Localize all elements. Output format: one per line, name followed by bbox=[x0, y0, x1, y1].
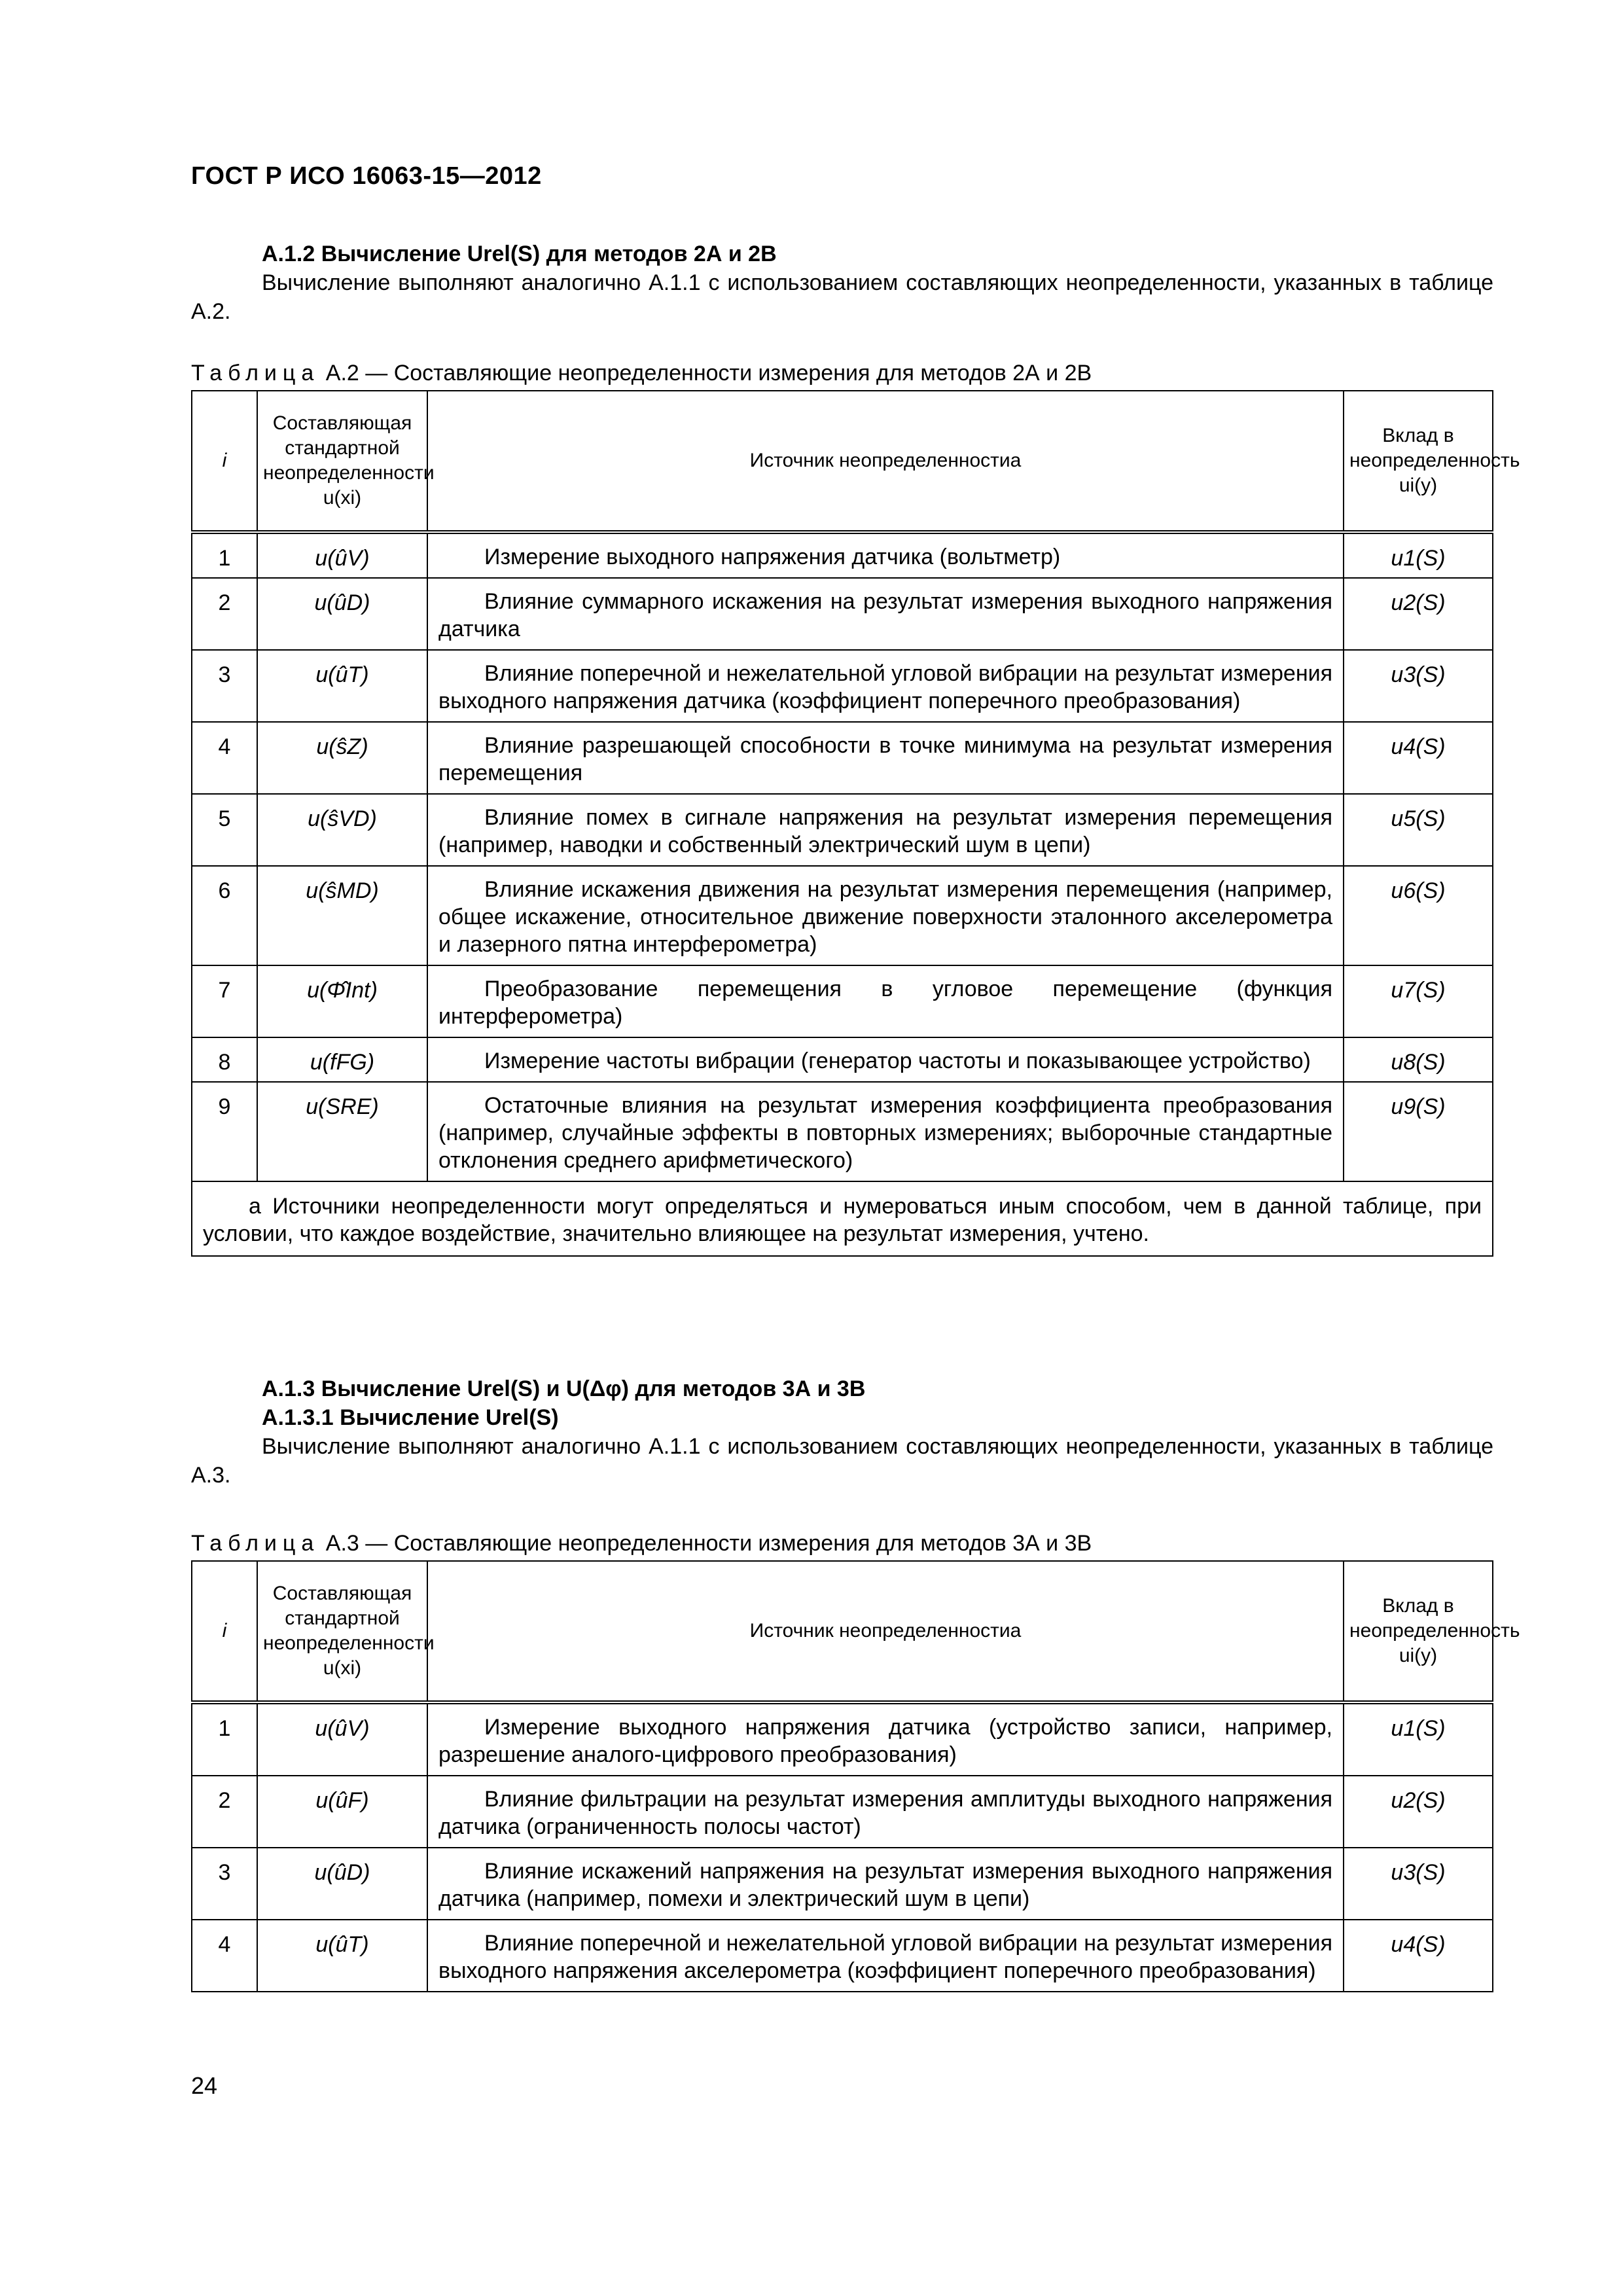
uncertainty-source: Влияние помех в сигнале напряжения на результат измерения перемещения (например, наводки и собственный электрический шум в цепи) bbox=[427, 794, 1344, 866]
row-index: 3 bbox=[192, 1848, 257, 1920]
uncertainty-contribution: u3(S) bbox=[1344, 1848, 1493, 1920]
row-index: 8 bbox=[192, 1037, 257, 1082]
table-a2-footnote-row bbox=[192, 1181, 1493, 1256]
uncertainty-source: Измерение выходного напряжения датчика (вольтметр) bbox=[427, 532, 1344, 578]
table-a3-header-row bbox=[192, 1561, 1493, 1702]
uncertainty-source: Влияние искажения движения на результат измерения перемещения (например, общее искажение, относительное движение поверхности эталонного акселерометра и лазерного пятна интерферометра) bbox=[427, 866, 1344, 965]
uncertainty-source: Остаточные влияния на результат измерения коэффициента преобразования (например, случайные эффекты в повторных измерениях; выборочные стандартные отклонения среднего арифметического) bbox=[427, 1082, 1344, 1181]
table-row bbox=[192, 1702, 1493, 1776]
table-row bbox=[192, 650, 1493, 722]
section-a131-text: Вычисление выполняют аналогично А.1.1 с использованием составляющих неопределенности, указанных в таблице А.3. bbox=[191, 1434, 1493, 1488]
table-a3 bbox=[191, 1560, 1520, 1992]
table-a2-header-component: Составляющая стандартной неопределенности u(xi) bbox=[257, 391, 427, 532]
table-a2-header-source: Источник неопределенностиa bbox=[427, 391, 1344, 532]
uncertainty-component: u(ŝMD) bbox=[257, 866, 427, 965]
uncertainty-component: u(SRE) bbox=[257, 1082, 427, 1181]
uncertainty-contribution: u5(S) bbox=[1344, 794, 1493, 866]
table-row bbox=[192, 866, 1493, 965]
uncertainty-contribution: u6(S) bbox=[1344, 866, 1493, 965]
table-a3-header-contribution: Вклад в неопределенность ui(y) bbox=[1344, 1561, 1493, 1702]
table-row bbox=[192, 722, 1493, 794]
uncertainty-source: Влияние искажений напряжения на результат измерения выходного напряжения датчика (например, помехи и электрический шум в цепи) bbox=[427, 1848, 1344, 1920]
table-a3-header-i: i bbox=[192, 1561, 257, 1702]
uncertainty-component: u(ûT) bbox=[257, 650, 427, 722]
table-a3-caption-title: А.3 — Составляющие неопределенности измерения для методов 3А и 3В bbox=[325, 1531, 1092, 1556]
uncertainty-source: Измерение выходного напряжения датчика (устройство записи, например, разрешение аналого-цифрового преобразования) bbox=[427, 1702, 1344, 1776]
row-index: 1 bbox=[192, 1702, 257, 1776]
table-row bbox=[192, 578, 1493, 650]
row-index: 4 bbox=[192, 1920, 257, 1992]
table-a3-header-component: Составляющая стандартной неопределенности u(xi) bbox=[257, 1561, 427, 1702]
row-index: 3 bbox=[192, 650, 257, 722]
uncertainty-contribution: u4(S) bbox=[1344, 722, 1493, 794]
table-row bbox=[192, 794, 1493, 866]
table-a2-header-contribution: Вклад в неопределенность ui(y) bbox=[1344, 391, 1493, 532]
uncertainty-component: u(ûD) bbox=[257, 578, 427, 650]
row-index: 2 bbox=[192, 578, 257, 650]
section-a12-heading: А.1.2 Вычисление Urel(S) для методов 2А и 2В bbox=[262, 242, 777, 266]
table-a2 bbox=[191, 390, 1520, 1257]
uncertainty-contribution: u9(S) bbox=[1344, 1082, 1493, 1181]
row-index: 4 bbox=[192, 722, 257, 794]
section-a131-heading: А.1.3.1 Вычисление Urel(S) bbox=[262, 1405, 559, 1430]
table-a2-caption bbox=[191, 359, 1493, 387]
row-index: 1 bbox=[192, 532, 257, 578]
uncertainty-component: u(ŝZ) bbox=[257, 722, 427, 794]
section-a13-heading: А.1.3 Вычисление Urel(S) и U(Δφ) для методов 3А и 3В bbox=[262, 1376, 866, 1401]
table-a2-footnote: a Источники неопределенности могут определяться и нумероваться иным способом, чем в данной таблице, при условии, что каждое воздействие, значительно влияющее на результат измерения, учтено. bbox=[192, 1181, 1493, 1256]
page-number: 24 bbox=[191, 2072, 218, 2099]
uncertainty-component: u(ŝVD) bbox=[257, 794, 427, 866]
section-a12 bbox=[191, 240, 1493, 326]
uncertainty-contribution: u1(S) bbox=[1344, 532, 1493, 578]
uncertainty-component: u(ûT) bbox=[257, 1920, 427, 1992]
uncertainty-contribution: u4(S) bbox=[1344, 1920, 1493, 1992]
uncertainty-contribution: u1(S) bbox=[1344, 1702, 1493, 1776]
table-row bbox=[192, 1920, 1493, 1992]
row-index: 2 bbox=[192, 1776, 257, 1848]
table-row bbox=[192, 1037, 1493, 1082]
table-row bbox=[192, 1848, 1493, 1920]
uncertainty-contribution: u2(S) bbox=[1344, 1776, 1493, 1848]
uncertainty-contribution: u8(S) bbox=[1344, 1037, 1493, 1082]
table-row bbox=[192, 965, 1493, 1037]
uncertainty-contribution: u7(S) bbox=[1344, 965, 1493, 1037]
uncertainty-component: u(ûV) bbox=[257, 1702, 427, 1776]
uncertainty-source: Влияние поперечной и нежелательной угловой вибрации на результат измерения выходного напряжения датчика (коэффициент поперечного преобразования) bbox=[427, 650, 1344, 722]
document-header: ГОСТ Р ИСО 16063-15—2012 bbox=[191, 162, 542, 190]
uncertainty-source: Измерение частоты вибрации (генератор частоты и показывающее устройство) bbox=[427, 1037, 1344, 1082]
uncertainty-contribution: u3(S) bbox=[1344, 650, 1493, 722]
table-row bbox=[192, 1082, 1493, 1181]
table-a2-header-row bbox=[192, 391, 1493, 532]
row-index: 7 bbox=[192, 965, 257, 1037]
table-a3-body bbox=[192, 1702, 1493, 1992]
uncertainty-source: Влияние суммарного искажения на результат измерения выходного напряжения датчика bbox=[427, 578, 1344, 650]
uncertainty-source: Влияние фильтрации на результат измерения амплитуды выходного напряжения датчика (ограниченность полосы частот) bbox=[427, 1776, 1344, 1848]
row-index: 9 bbox=[192, 1082, 257, 1181]
uncertainty-component: u(ûF) bbox=[257, 1776, 427, 1848]
row-index: 6 bbox=[192, 866, 257, 965]
uncertainty-source: Преобразование перемещения в угловое перемещение (функция интерферометра) bbox=[427, 965, 1344, 1037]
section-a13 bbox=[191, 1374, 1493, 1490]
row-index: 5 bbox=[192, 794, 257, 866]
table-a2-body bbox=[192, 532, 1493, 1181]
uncertainty-source: Влияние разрешающей способности в точке минимума на результат измерения перемещения bbox=[427, 722, 1344, 794]
uncertainty-component: u(ûV) bbox=[257, 532, 427, 578]
uncertainty-component: u(ûD) bbox=[257, 1848, 427, 1920]
table-a2-caption-word: Таблица bbox=[191, 361, 320, 386]
table-a2-header-i: i bbox=[192, 391, 257, 532]
table-row bbox=[192, 1776, 1493, 1848]
uncertainty-contribution: u2(S) bbox=[1344, 578, 1493, 650]
section-a12-text: Вычисление выполняют аналогично А.1.1 с использованием составляющих неопределенности, указанных в таблице А.2. bbox=[191, 270, 1493, 324]
table-a2-caption-title: А.2 — Составляющие неопределенности измерения для методов 2А и 2В bbox=[325, 361, 1092, 386]
uncertainty-source: Влияние поперечной и нежелательной угловой вибрации на результат измерения выходного напряжения акселерометра (коэффициент поперечного преобразования) bbox=[427, 1920, 1344, 1992]
table-a3-caption bbox=[191, 1529, 1493, 1558]
table-row bbox=[192, 532, 1493, 578]
table-a3-header-source: Источник неопределенностиa bbox=[427, 1561, 1344, 1702]
uncertainty-component: u(fFG) bbox=[257, 1037, 427, 1082]
table-a3-caption-word: Таблица bbox=[191, 1531, 320, 1556]
uncertainty-component: u(Φ̂Int) bbox=[257, 965, 427, 1037]
